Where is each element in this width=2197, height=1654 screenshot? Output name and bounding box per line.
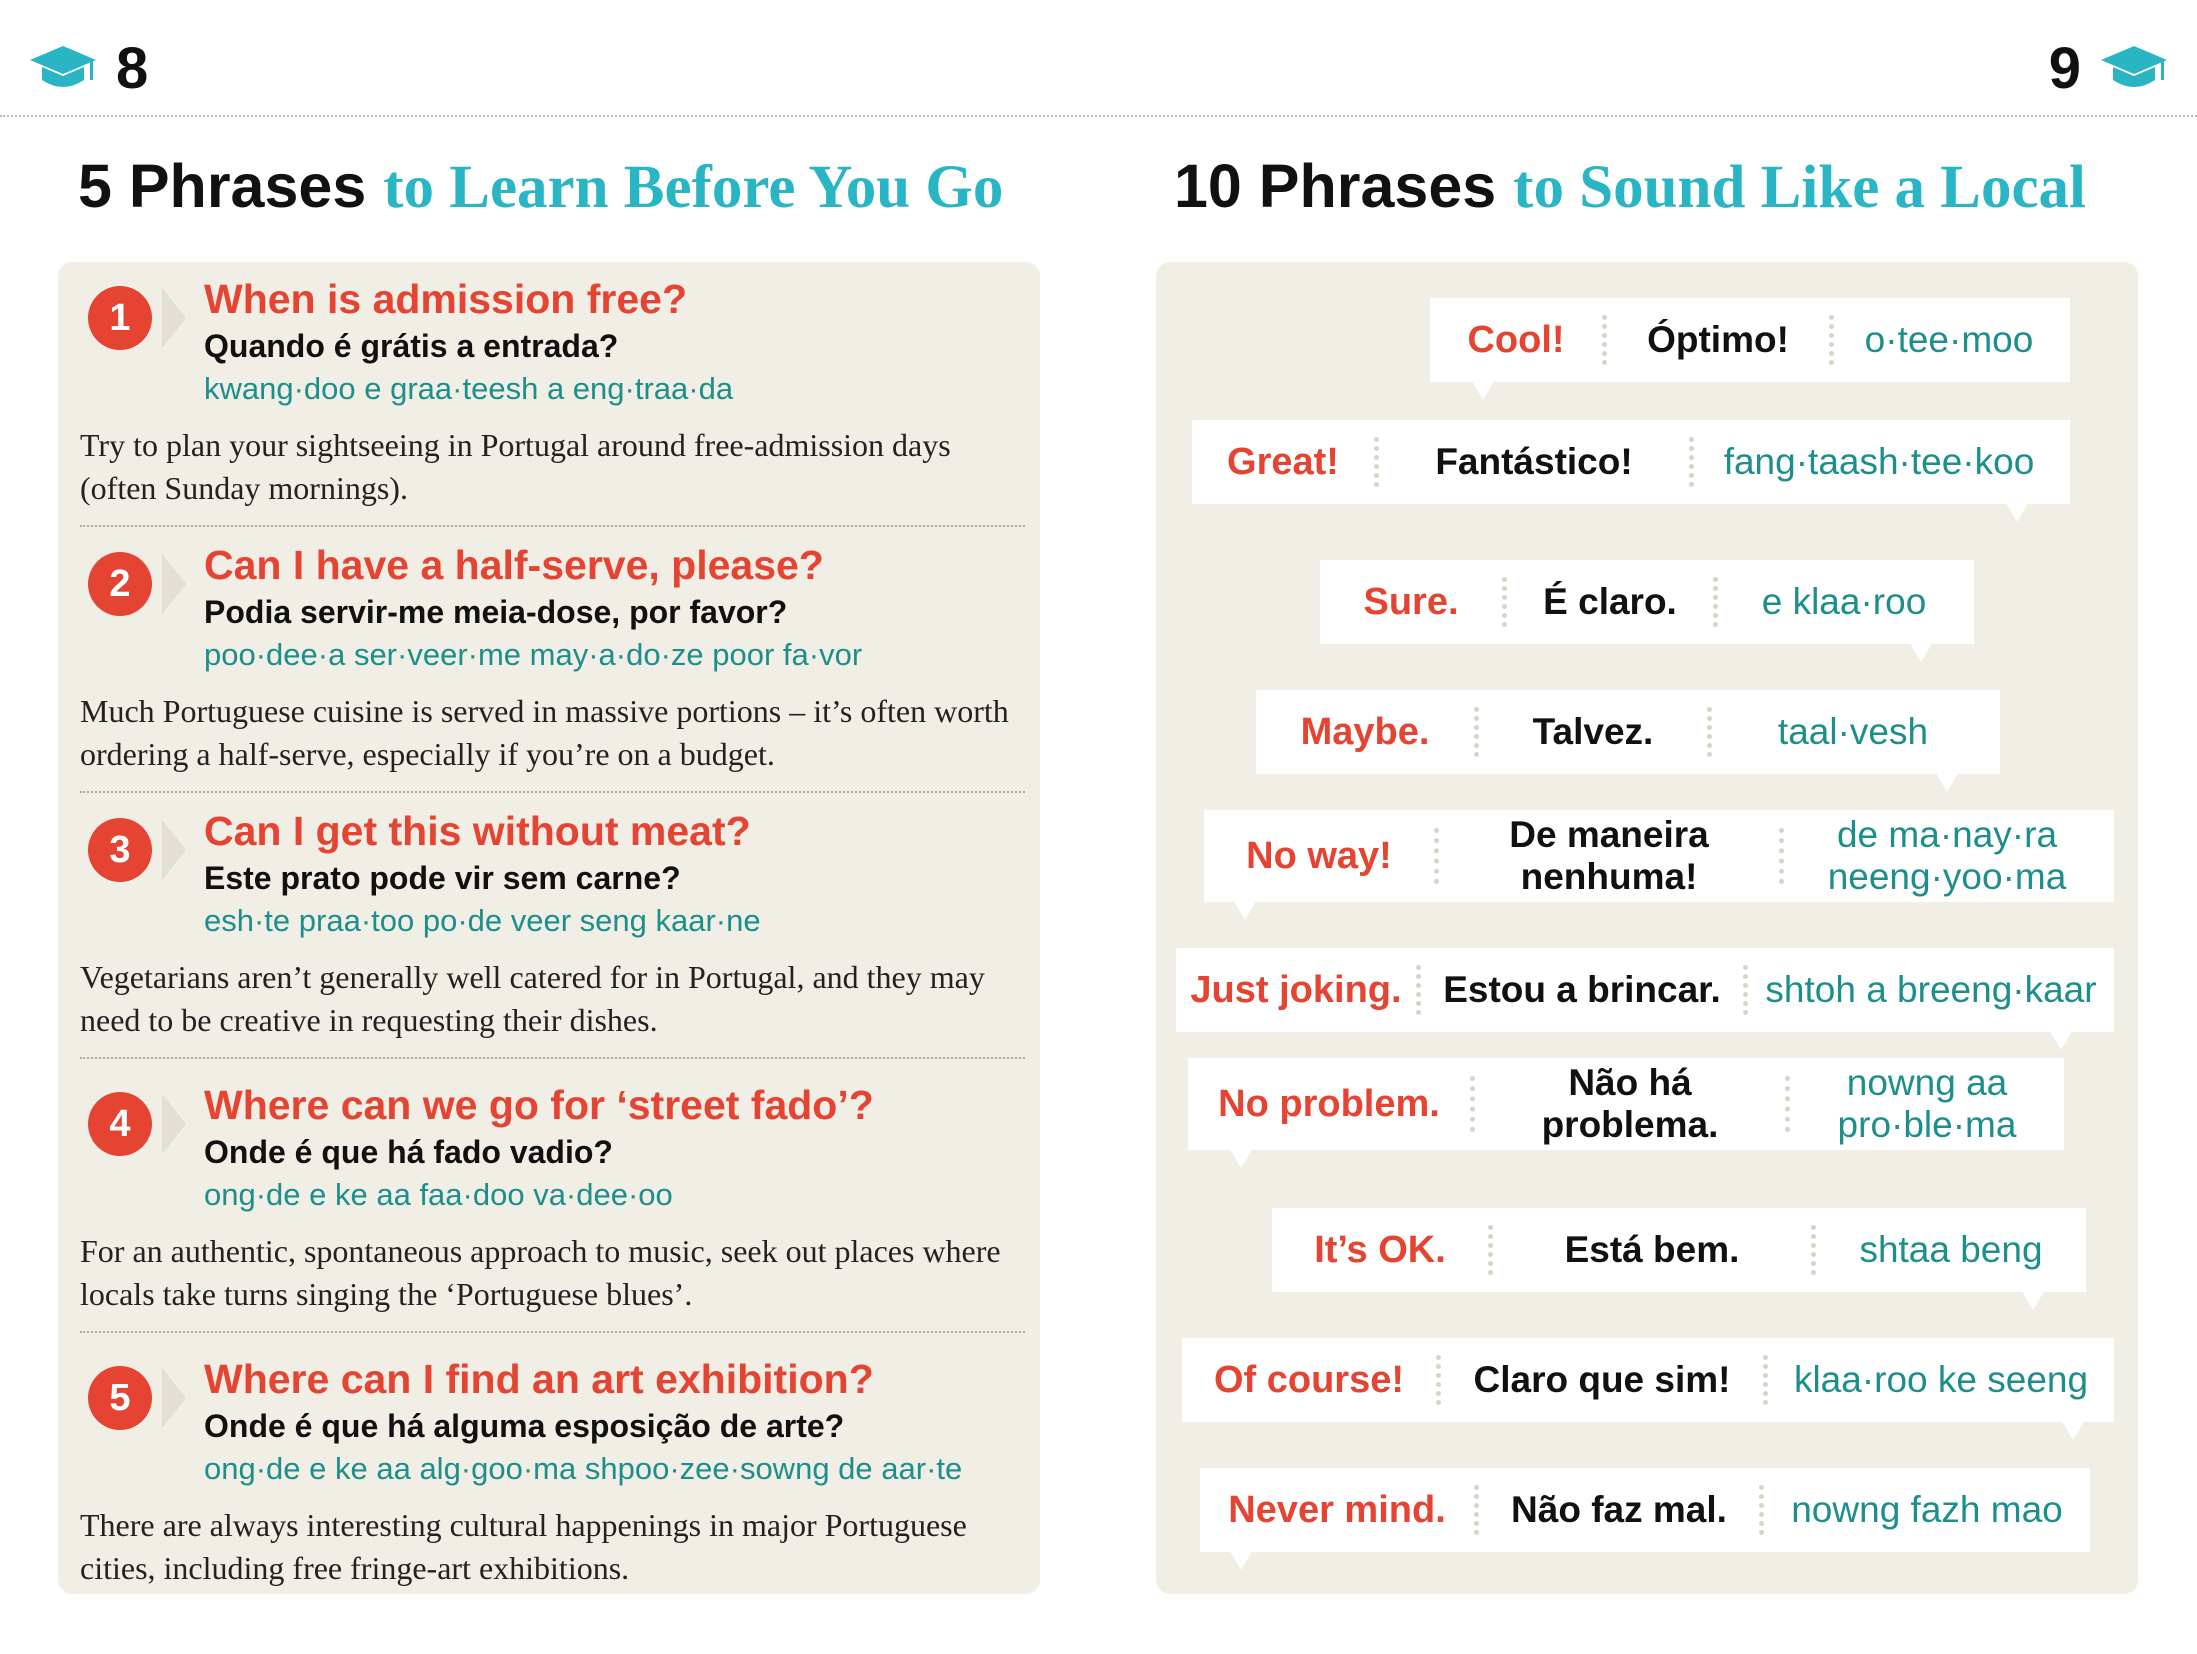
speech-tail (1228, 1548, 1254, 1570)
speech-tail (1470, 378, 1496, 400)
pronunciation: ong·de e ke aa alg·goo·ma shpoo·zee·sowng de aar·te (204, 1451, 963, 1486)
english-phrase: It’s OK. (1314, 1228, 1446, 1271)
pronunciation: shtaa beng (1859, 1229, 2043, 1270)
section-title-right-main: 10 Phrases (1174, 152, 1497, 220)
pronunciation: de ma·nay·ra neeng·yoo·ma (1827, 814, 2067, 897)
speech-tail (1232, 898, 1258, 920)
phrases-to-learn-panel (58, 262, 1040, 1594)
pronunciation: fang·taash·tee·koo (1723, 441, 2035, 482)
portuguese-phrase: Onde é que há alguma esposição de arte? (204, 1408, 845, 1444)
item-number-badge: 3 (88, 818, 152, 882)
phrase-bubble-of-course (1182, 1338, 2114, 1422)
phrase-note: There are always interesting cultural happenings in major Portuguese cities, including free fringe-art exhibitions. (80, 1507, 967, 1586)
page-number-right: 9 (2048, 36, 2081, 101)
pronunciation: esh·te praa·too po·de veer seng kaar·ne (204, 903, 761, 938)
pronunciation: klaa·roo ke seeng (1793, 1359, 2089, 1400)
portuguese-phrase: Óptimo! (1647, 319, 1789, 360)
english-question: When is admission free? (204, 276, 687, 322)
section-title-right (1174, 150, 2086, 224)
portuguese-phrase: Quando é grátis a entrada? (204, 328, 619, 364)
speech-tail (2048, 1028, 2074, 1050)
speech-tail (2020, 1288, 2046, 1310)
item-number-badge: 4 (88, 1092, 152, 1156)
section-title-left-main: 5 Phrases (78, 152, 367, 220)
item-divider (80, 1331, 1025, 1333)
item-number-badge: 2 (88, 552, 152, 616)
portuguese-phrase: Este prato pode vir sem carne? (204, 860, 681, 896)
pronunciation: taal·vesh (1777, 711, 1929, 752)
phrase-note: Vegetarians aren’t generally well catered for in Portugal, and they may need to be creative in requesting their dishes. (80, 959, 985, 1038)
english-question: Can I get this without meat? (204, 808, 751, 854)
speech-tail (2004, 500, 2030, 522)
english-phrase: No problem. (1218, 1082, 1440, 1125)
phrase-note: Try to plan your sightseeing in Portugal around free-admission days (often Sunday mornings). (80, 427, 951, 506)
item-number-badge: 1 (88, 286, 152, 350)
page-number-left: 8 (116, 36, 149, 101)
header-divider (0, 115, 2197, 117)
phrase-bubble-just-joking (1176, 948, 2114, 1032)
phrase-note: Much Portuguese cuisine is served in massive portions – it’s often worth ordering a half-serve, especially if you’re on a budget. (80, 693, 1009, 772)
graduation-cap-icon (28, 44, 98, 94)
portuguese-phrase: Está bem. (1564, 1229, 1740, 1270)
english-phrase: Sure. (1363, 580, 1459, 623)
portuguese-phrase: Podia servir-me meia-dose, por favor? (204, 594, 788, 630)
item-divider (80, 525, 1025, 527)
chevron-right-icon (162, 820, 186, 880)
section-title-right-sub: to Sound Like a Local (1513, 154, 2086, 221)
speech-tail (1934, 770, 1960, 792)
english-phrase: Never mind. (1228, 1488, 1446, 1531)
english-phrase: Of course! (1213, 1358, 1405, 1401)
english-question: Where can we go for ‘street fado’? (204, 1082, 874, 1128)
pronunciation: e klaa·roo (1761, 581, 1927, 622)
item-divider (80, 791, 1025, 793)
page-header-right (2048, 36, 2169, 101)
english-phrase: Great! (1227, 440, 1339, 483)
portuguese-phrase: Fantástico! (1435, 441, 1633, 482)
item-divider (80, 1057, 1025, 1059)
speech-tail (1228, 1146, 1254, 1168)
pronunciation: nowng aa pro·ble·ma (1837, 1062, 2017, 1145)
speech-tail (1908, 640, 1934, 662)
chevron-right-icon (162, 1368, 186, 1428)
phrases-like-local-panel (1156, 262, 2138, 1594)
portuguese-phrase: De maneira nenhuma! (1509, 814, 1709, 897)
english-phrase: Maybe. (1300, 710, 1430, 753)
phrase-bubble-never-mind (1200, 1468, 2090, 1552)
item-number-badge: 5 (88, 1366, 152, 1430)
pronunciation: o·tee·moo (1864, 319, 2034, 360)
speech-tail (2060, 1418, 2086, 1440)
portuguese-phrase: Onde é que há fado vadio? (204, 1134, 613, 1170)
portuguese-phrase: Talvez. (1532, 711, 1654, 752)
chevron-right-icon (162, 1094, 186, 1154)
portuguese-phrase: É claro. (1543, 581, 1677, 622)
phrase-bubble-sure (1320, 560, 1974, 644)
phrase-note: For an authentic, spontaneous approach to music, seek out places where locals take turns singing the ‘Portuguese blues’. (80, 1233, 1001, 1312)
english-question: Where can I find an art exhibition? (204, 1356, 874, 1402)
english-phrase: No way! (1246, 834, 1392, 877)
page-header-left (28, 36, 149, 101)
chevron-right-icon (162, 288, 186, 348)
portuguese-phrase: Não há problema. (1541, 1062, 1719, 1145)
section-title-left (78, 150, 1003, 224)
pronunciation: kwang·doo e graa·teesh a eng·traa·da (204, 371, 734, 406)
chevron-right-icon (162, 554, 186, 614)
pronunciation: nowng fazh mao (1791, 1489, 2063, 1530)
portuguese-phrase: Claro que sim! (1473, 1359, 1731, 1400)
phrase-bubble-no-way (1204, 810, 2114, 902)
graduation-cap-icon (2099, 44, 2169, 94)
portuguese-phrase: Estou a brincar. (1443, 969, 1721, 1010)
phrase-bubble-great (1192, 420, 2070, 504)
section-title-left-sub: to Learn Before You Go (383, 154, 1004, 221)
english-question: Can I have a half-serve, please? (204, 542, 824, 588)
portuguese-phrase: Não faz mal. (1511, 1489, 1727, 1530)
pronunciation: shtoh a breeng·kaar (1765, 969, 2097, 1010)
phrase-bubble-cool (1430, 298, 2070, 382)
pronunciation: poo·dee·a ser·veer·me may·a·do·ze poor fa·vor (204, 637, 863, 672)
phrase-bubble-no-problem (1188, 1058, 2064, 1150)
english-phrase: Cool! (1467, 318, 1565, 361)
phrase-bubble-maybe (1256, 690, 2000, 774)
pronunciation: ong·de e ke aa faa·doo va·dee·oo (204, 1177, 673, 1212)
phrase-bubble-its-ok (1272, 1208, 2086, 1292)
english-phrase: Just joking. (1190, 968, 1402, 1011)
